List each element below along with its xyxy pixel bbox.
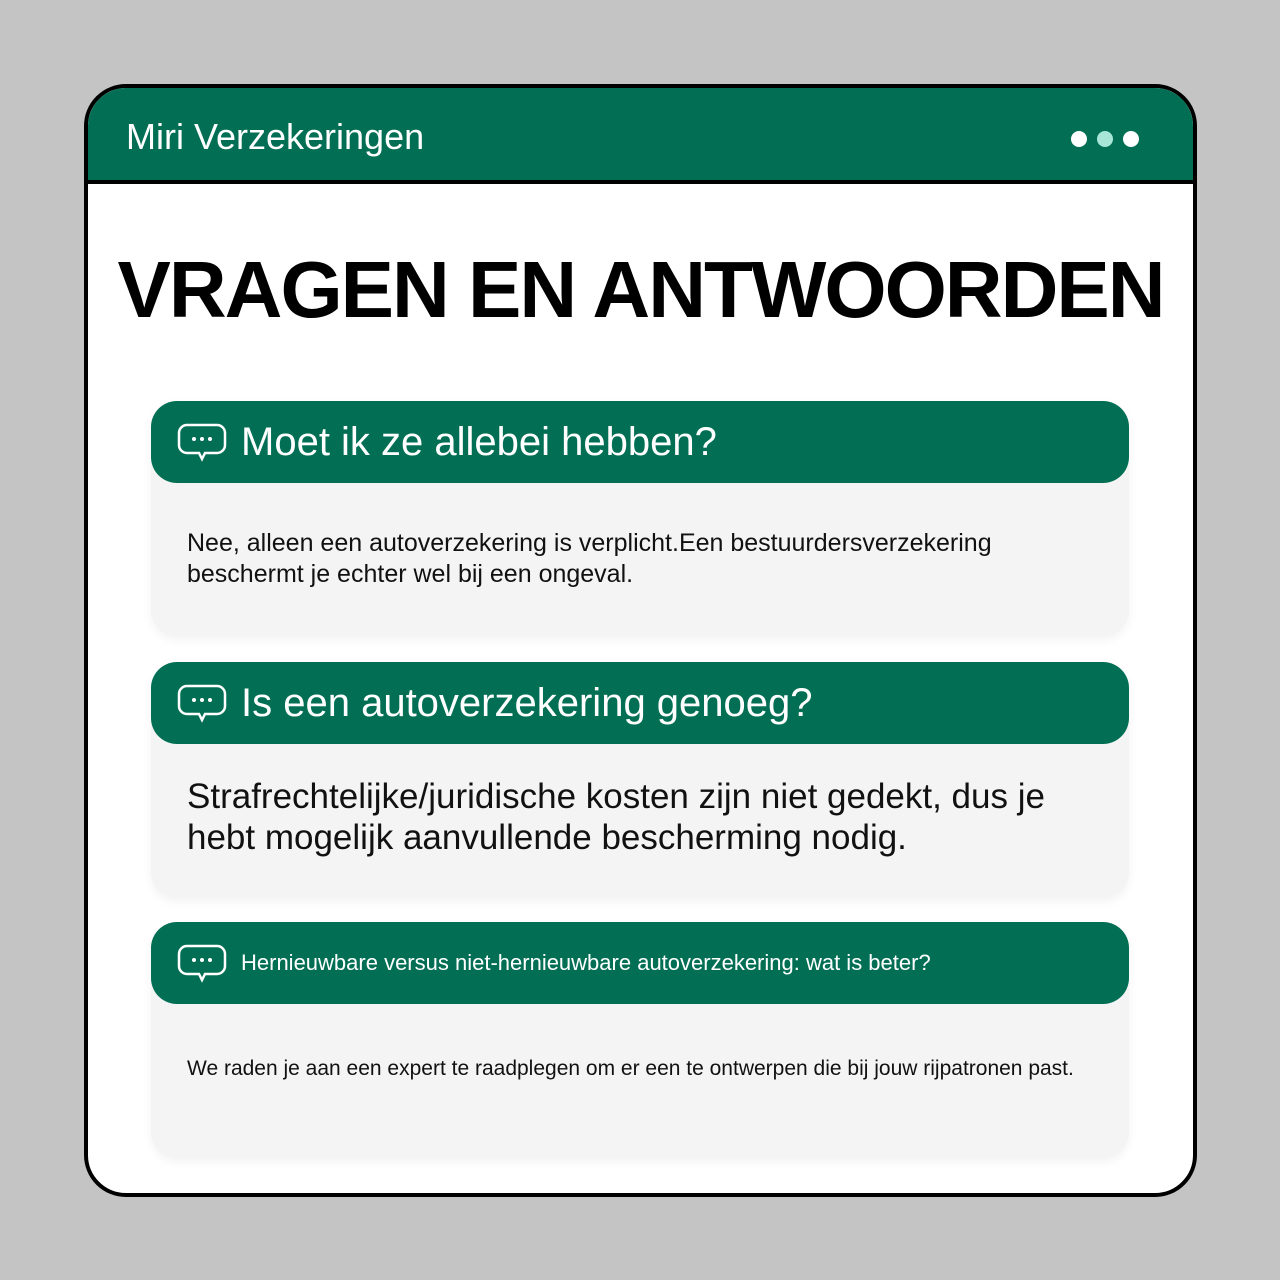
page-title: VRAGEN EN ANTWOORDEN [117,245,1164,334]
answer-text: Nee, alleen een autoverzekering is verplicht.Een bestuurdersverzekering beschermt je echter wel bij een ongeval. [187,529,992,588]
faq-item [151,401,1129,636]
faq-item [151,922,1129,1158]
dot [1123,131,1139,147]
answer-text: Strafrechtelijke/juridische kosten zijn niet gedekt, dus je hebt mogelijk aanvullende bescherming nodig. [187,777,1045,857]
question-text: Hernieuwbare versus niet-hernieuwbare autoverzekering: wat is beter? [241,950,931,975]
answer-text: We raden je aan een expert te raadplegen om er een te ontwerpen die bij jouw rijpatronen past. [187,1057,1074,1080]
faq-question[interactable] [151,662,1129,744]
dot [1071,131,1087,147]
faq-question[interactable] [151,401,1129,483]
dot [1097,131,1113,147]
question-text: Moet ik ze allebei hebben? [241,419,717,464]
app-window [84,84,1197,1197]
chat-bubble-icon [177,943,227,983]
brand-name: Miri Verzekeringen [126,116,425,157]
faq-question[interactable] [151,922,1129,1004]
chat-bubble-icon [177,422,227,462]
window-header [88,88,1193,184]
three-dots-icon[interactable] [1071,131,1139,147]
question-text: Is een autoverzekering genoeg? [241,680,813,725]
chat-bubble-icon [177,683,227,723]
faq-item [151,662,1129,898]
